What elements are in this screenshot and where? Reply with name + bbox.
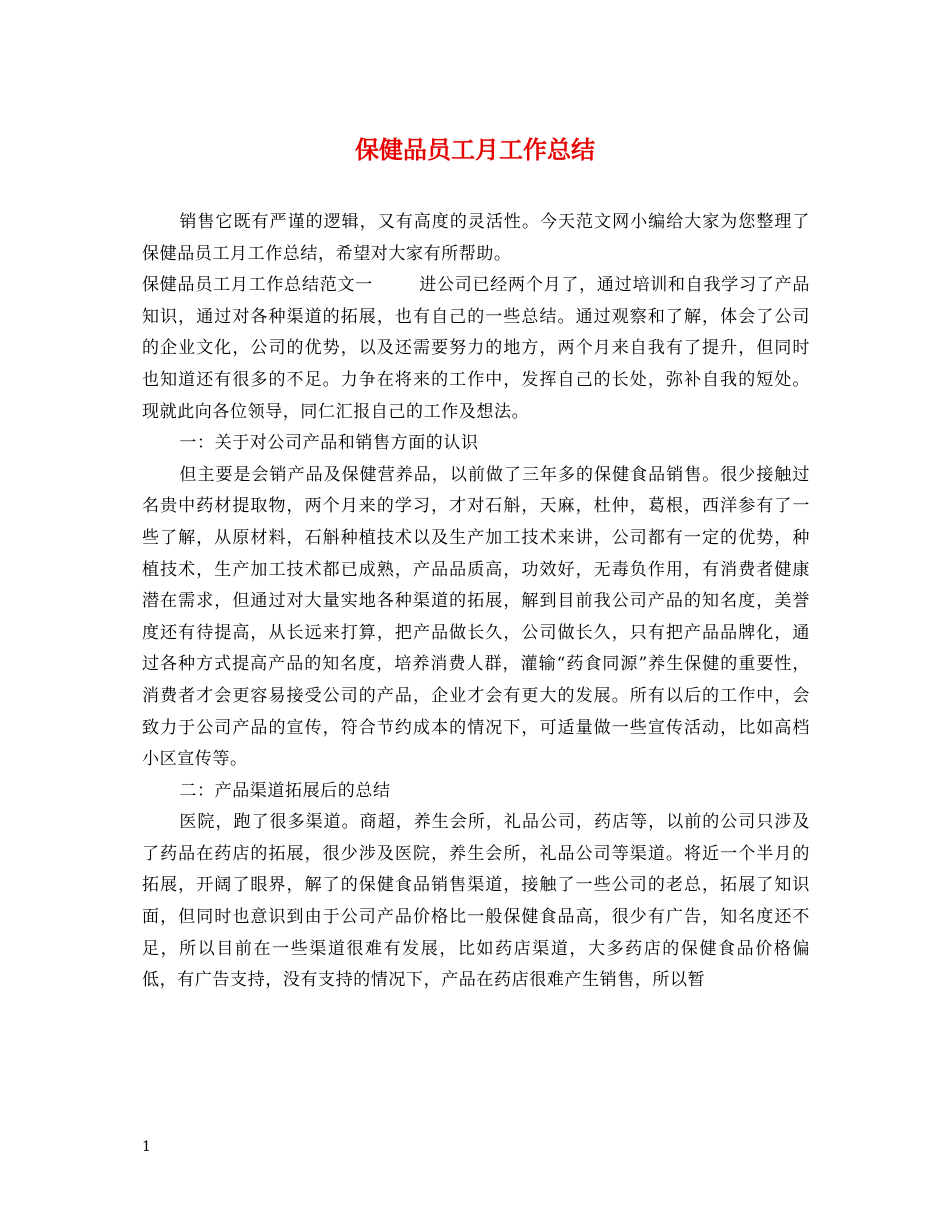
sample-body: 进公司已经两个月了，通过培训和自我学习了产品知识，通过对各种渠道的拓展，也有自己的一些总结。通过观察和了解，体会了公司的企业文化，公司的优势，以及还需要努力的地方，两个月来自我有了提升，但同时也知道还有很多的不足。力争在将来的工作中，发挥自己的长处，弥补自我的短处。现就此向各位领导，同仁汇报自己的工作及想法。 [142, 275, 810, 422]
page-title: 保健品员工月工作总结 [355, 135, 595, 164]
page-number: 1 [142, 1139, 151, 1155]
section2-heading: 二：产品渠道拓展后的总结 [179, 780, 391, 801]
sample-heading: 保健品员工月工作总结范文一 [142, 275, 374, 296]
section1-heading: 一：关于对公司产品和销售方面的认识 [179, 433, 479, 454]
sample-paragraph [142, 270, 810, 428]
document-body [142, 207, 810, 997]
section2-paragraph: 医院，跑了很多渠道。商超，养生会所，礼品公司，药店等，以前的公司只涉及了药品在药店的拓展，很少涉及医院，养生会所，礼品公司等渠道。将近一个半月的拓展，开阔了眼界，解了的保健食品销售渠道，接触了一些公司的老总，拓展了知识面，但同时也意识到由于公司产品价格比一般保健食品高，很少有广告，知名度还不足，所以目前在一些渠道很难有发展，比如药店渠道，大多药店的保健食品价格偏低，有广告支持，没有支持的情况下，产品在药店很难产生销售，所以暂 [142, 812, 810, 991]
intro-paragraph: 销售它既有严谨的逻辑，又有高度的灵活性。今天范文网小编给大家为您整理了保健品员工月工作总结，希望对大家有所帮助。 [142, 212, 810, 264]
section1-paragraph: 但主要是会销产品及保健营养品，以前做了三年多的保健食品销售。很少接触过名贵中药材提取物，两个月来的学习，才对石斛，天麻，杜仲，葛根，西洋参有了一些了解，从原材料，石斛种植技术以及生产加工技术来讲，公司都有一定的优势，种植技术，生产加工技术都已成熟，产品品质高，功效好，无毒负作用，有消费者健康潜在需求，但通过对大量实地各种渠道的拓展，解到目前我公司产品的知名度，美誉度还有待提高，从长远来打算，把产品做长久，公司做长久，只有把产品品牌化，通过各种方式提高产品的知名度，培养消费人群，灌输“药食同源”养生保健的重要性，消费者才会更容易接受公司的产品，企业才会有更大的发展。所有以后的工作中，会致力于公司产品的宣传，符合节约成本的情况下，可适量做一些宣传活动，比如高档小区宣传等。 [142, 464, 810, 770]
